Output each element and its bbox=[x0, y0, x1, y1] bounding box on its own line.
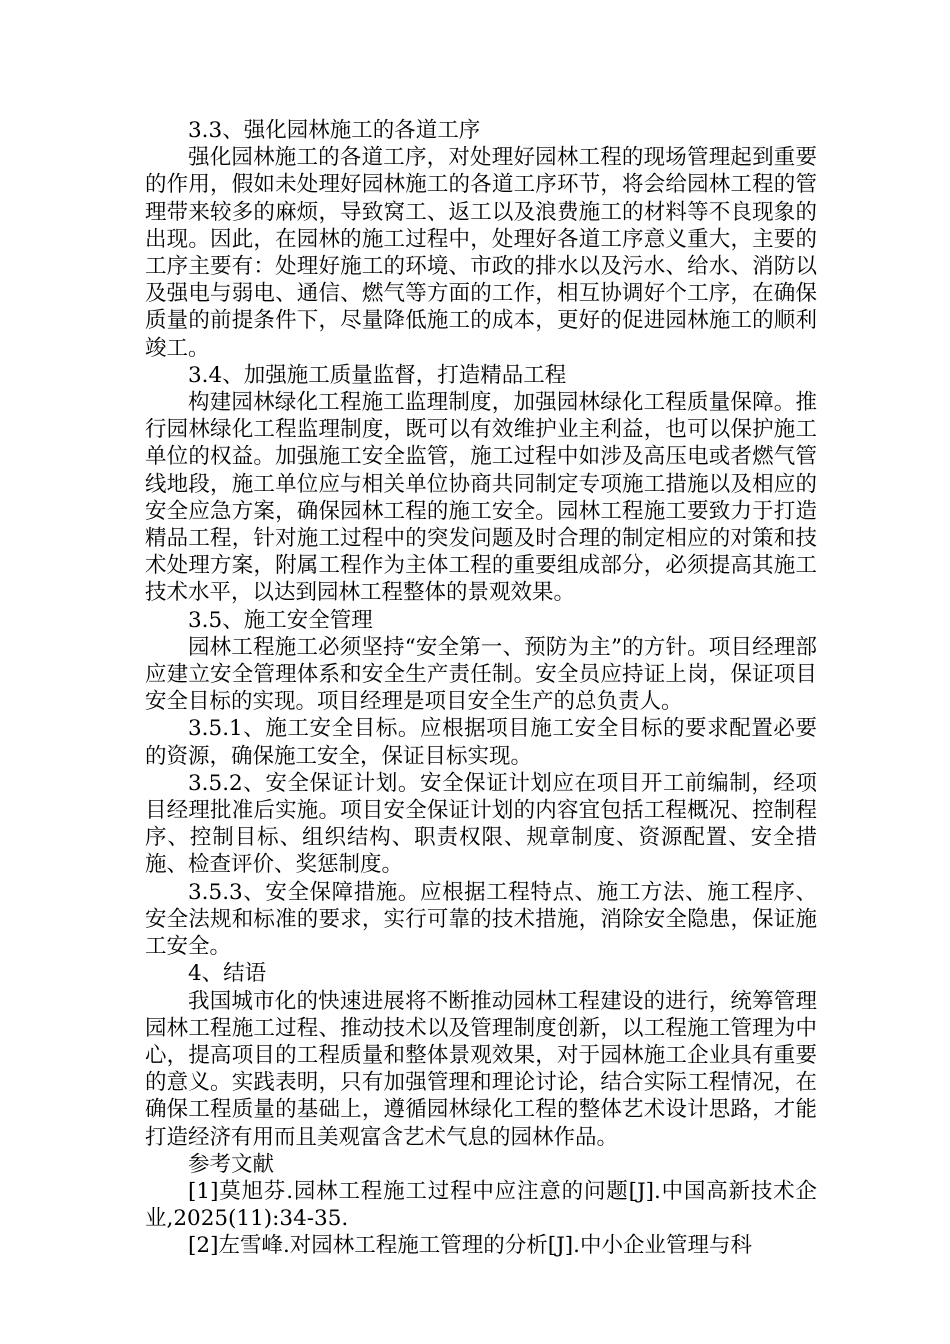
body-paragraph: 我国城市化的快速进展将不断推动园林工程建设的进行，统筹管理园林工程施工过程、推动技术以及管理制度创新，以工程施工管理为中心，提高项目的工程质量和整体景观效果，对于园林施工企业具有重要的意义。实践表明，只有加强管理和理论讨论，结合实际工程情况，在确保工程质量的基础上，遵循园林绿化工程的整体艺术设计思路，才能打造经济有用而且美观富含艺术气息的园林作品。 bbox=[145, 988, 817, 1150]
section-heading-3-5: 3.5、施工安全管理 bbox=[188, 607, 373, 633]
body-paragraph: 3.5.2、安全保证计划。安全保证计划应在项目开工前编制，经项目经理批准后实施。项目安全保证计划的内容宜包括工程概况、控制程序、控制目标、组织结构、职责权限、规章制度、资源配置、安全措施、检查评价、奖惩制度。 bbox=[145, 770, 817, 878]
body-paragraph: 3.5.3、安全保障措施。应根据工程特点、施工方法、施工程序、安全法规和标准的要求，实行可靠的技术措施，消除安全隐患，保证施工安全。 bbox=[145, 879, 817, 960]
reference-item: [2]左雪峰.对园林工程施工管理的分析[J].中小企业管理与科 bbox=[188, 1233, 753, 1259]
body-paragraph: 构建园林绿化工程施工监理制度，加强园林绿化工程质量保障。推行园林绿化工程监理制度，既可以有效维护业主利益，也可以保护施工单位的权益。加强施工安全监管，施工过程中如涉及高压电或者燃气管线地段，施工单位应与相关单位协商共同制定专项施工措施以及相应的安全应急方案，确保园林工程的施工安全。园林工程施工要致力于打造精品工程，针对施工过程中的突发问题及时合理的制定相应的对策和技术处理方案，附属工程作为主体工程的重要组成部分，必须提高其施工技术水平，以达到园林工程整体的景观效果。 bbox=[145, 390, 817, 606]
references-heading: 参考文献 bbox=[188, 1151, 275, 1177]
document-page bbox=[145, 117, 817, 1260]
section-heading-3-4: 3.4、加强施工质量监督，打造精品工程 bbox=[188, 362, 567, 388]
section-heading-3-3: 3.3、强化园林施工的各道工序 bbox=[188, 118, 481, 143]
reference-item: [1]莫旭芬.园林工程施工过程中应注意的问题[J].中国高新技术企业,2025(11):34-35. bbox=[145, 1178, 817, 1232]
body-paragraph: 园林工程施工必须坚持“安全第一、预防为主”的方针。项目经理部应建立安全管理体系和安全生产责任制。安全员应持证上岗，保证项目安全目标的实现。项目经理是项目安全生产的总负责人。 bbox=[145, 634, 817, 715]
body-paragraph: 3.5.1、施工安全目标。应根据项目施工安全目标的要求配置必要的资源，确保施工安全，保证目标实现。 bbox=[145, 716, 817, 769]
section-heading-conclusion: 4、结语 bbox=[188, 961, 267, 987]
body-paragraph: 强化园林施工的各道工序，对处理好园林工程的现场管理起到重要的作用，假如未处理好园林施工的各道工序环节，将会给园林工程的管理带来较多的麻烦，导致窝工、返工以及浪费施工的材料等不良现象的出现。因此，在园林的施工过程中，处理好各道工序意义重大，主要的工序主要有：处理好施工的环境、市政的排水以及污水、给水、消防以及强电与弱电、通信、燃气等方面的工作，相互协调好个工序，在确保质量的前提条件下，尽量降低施工的成本，更好的促进园林施工的顺利竣工。 bbox=[145, 145, 817, 361]
